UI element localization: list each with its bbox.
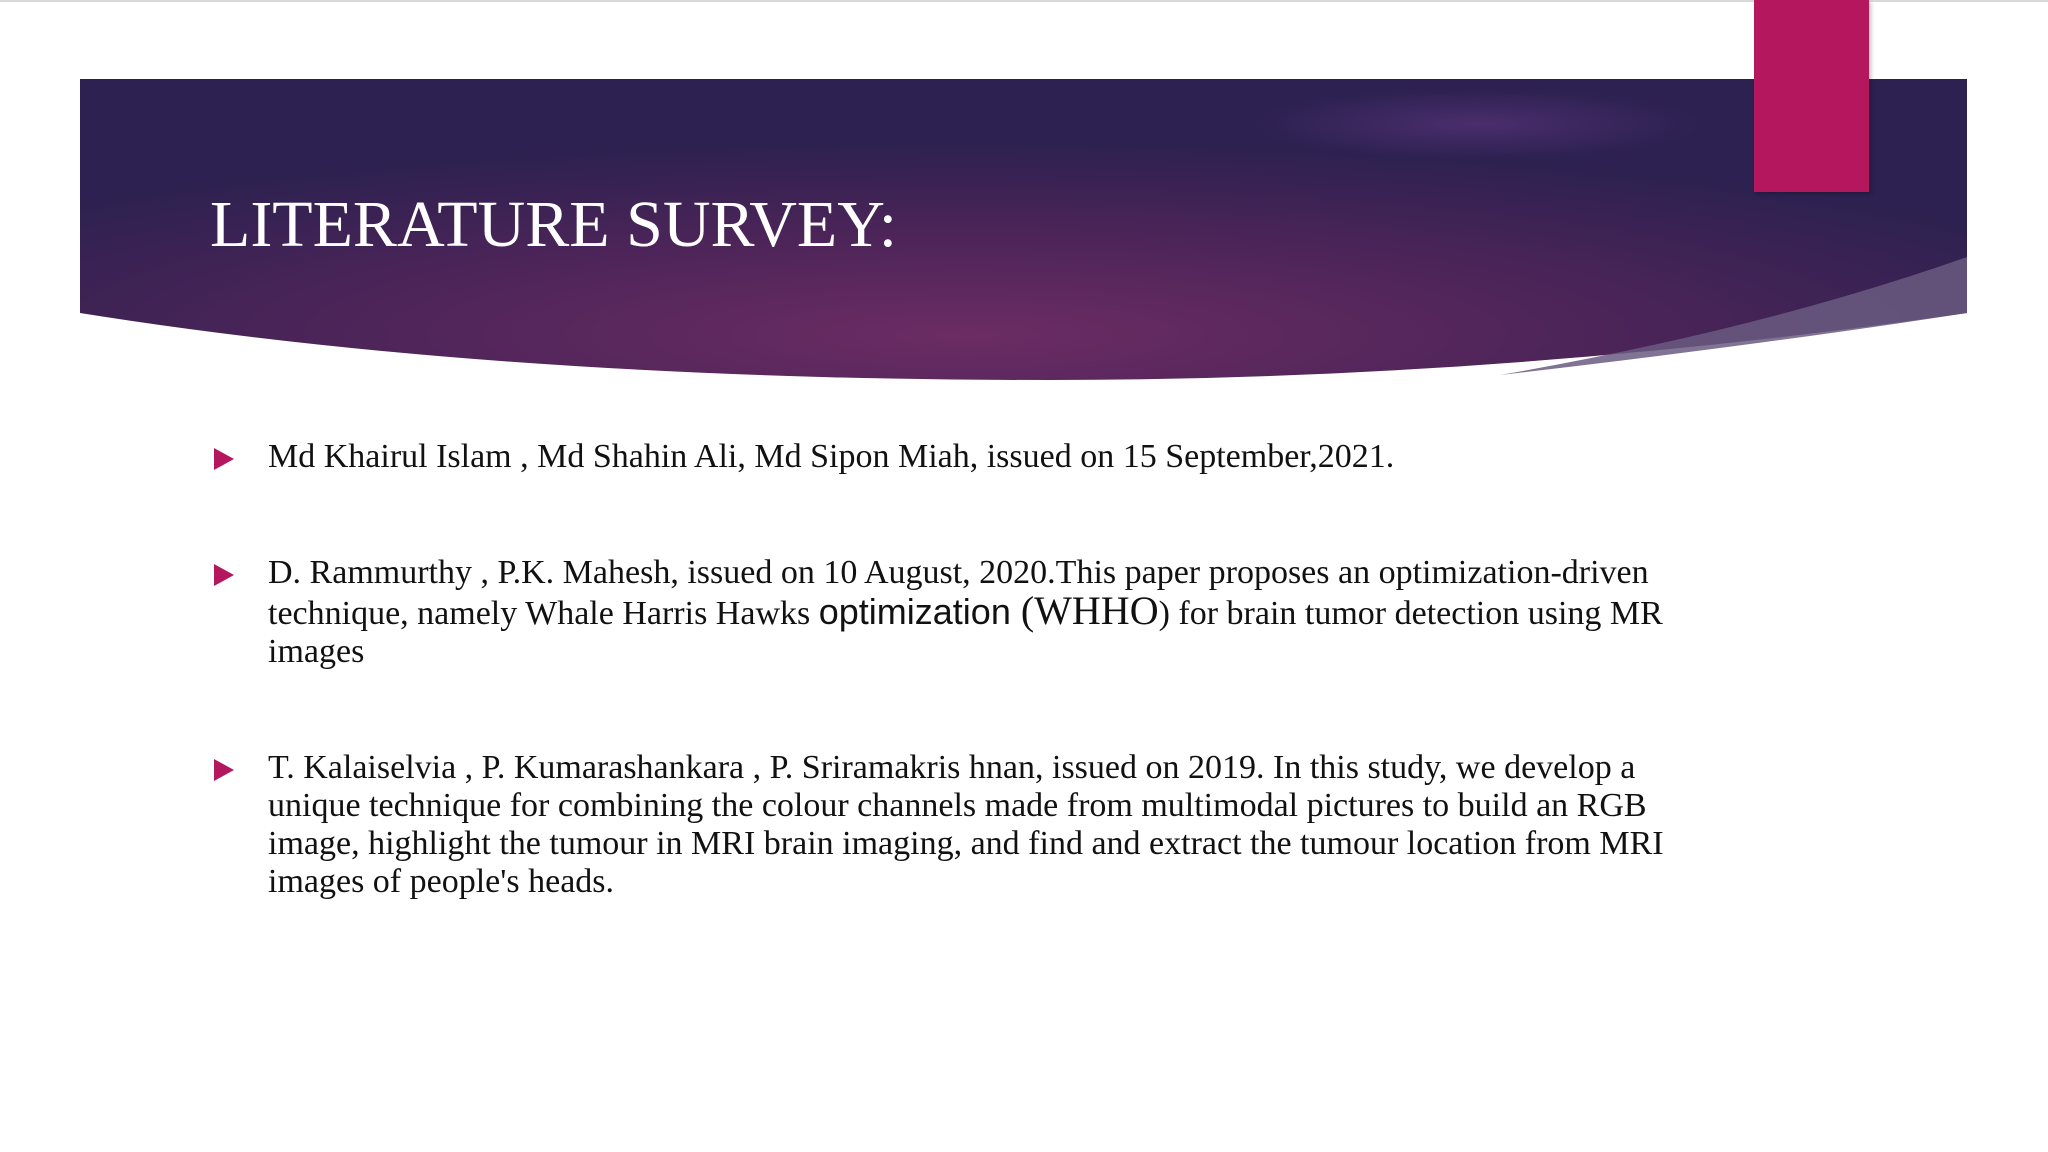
bullet-text-emphasis: optimization xyxy=(818,591,1011,632)
list-item xyxy=(210,749,1680,901)
accent-tab xyxy=(1754,0,1869,192)
bullet-text: T. Kalaiselvia , P. Kumarashankara , P. Sriramakris hnan, issued on 2019. In this study, we develop a unique technique for combining the colour channels made from multimodal pictures to build an RGB image, highlight the tumour in MRI brain imaging, and find and extract the tumour location from MRI images of people's heads. xyxy=(268,749,1664,900)
bullet-text: Md Khairul Islam , Md Shahin Ali, Md Sipon Miah, issued on 15 September,2021. xyxy=(268,438,1395,475)
list-item xyxy=(210,438,1680,476)
bullet-text: ) for brain tumor detection using MR images xyxy=(268,595,1663,670)
slide-title: LITERATURE SURVEY: xyxy=(210,188,898,261)
bullet-list xyxy=(210,438,1680,901)
triangle-bullet-icon xyxy=(214,564,234,586)
list-item xyxy=(210,554,1680,671)
triangle-bullet-icon xyxy=(214,759,234,781)
bullet-text-emphasis: (WHHO xyxy=(1010,588,1159,633)
bullet-text: D. Rammurthy , P.K. Mahesh, issued on 10 August, 2020.This paper proposes an optimization-driven technique, namely Whale Harris Hawks xyxy=(268,554,1649,632)
triangle-bullet-icon xyxy=(214,448,234,470)
